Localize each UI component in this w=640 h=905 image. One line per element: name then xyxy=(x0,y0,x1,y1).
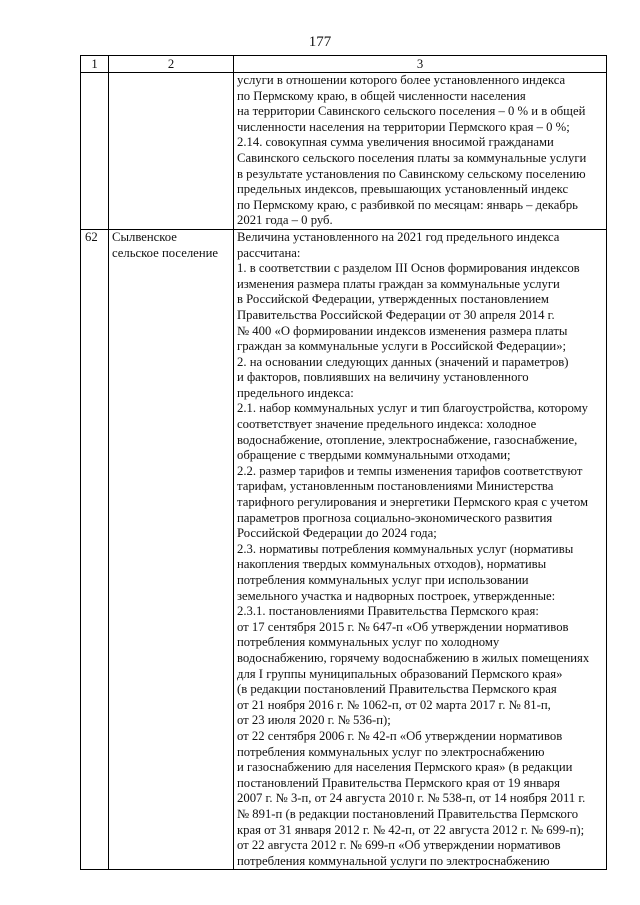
column-header-2: 2 xyxy=(109,56,234,73)
text-line: рассчитана: xyxy=(237,245,301,260)
text-line: Правительства Российской Федерации от 30 апреля 2014 г. xyxy=(237,307,555,322)
text-line: по Пермскому краю, с разбивкой по месяцам: январь – декабрь xyxy=(237,197,578,212)
text-line: края от 31 января 2012 г. № 42-п, от 22 августа 2012 г. № 699-п); xyxy=(237,822,585,837)
text-line: обращение с твердыми коммунальными отходами; xyxy=(237,448,511,463)
text-line: предельного индекса: xyxy=(237,385,354,400)
text-line: от 23 июля 2020 г. № 536-п); xyxy=(237,713,391,728)
text-line: 2.2. размер тарифов и темпы изменения тарифов соответствуют xyxy=(237,463,583,478)
text-line: в результате установления по Савинскому сельскому поселению xyxy=(237,166,586,181)
text-line: Российской Федерации до 2024 года; xyxy=(237,526,437,541)
text-line: Савинского сельского поселения платы за коммунальные услуги xyxy=(237,150,587,165)
text-line: от 21 ноября 2016 г. № 1062-п, от 02 марта 2017 г. № 81-п, xyxy=(237,697,551,712)
text-line: соответствует значение предельного индекса: холодное xyxy=(237,417,537,432)
text-line: накопления твердых коммунальных отходов), нормативы xyxy=(237,557,547,572)
text-line: № 400 «О формировании индексов изменения размера платы xyxy=(237,323,568,338)
table-row-continued xyxy=(81,73,607,230)
text-line: в Российской Федерации, утвержденных постановлением xyxy=(237,292,549,307)
page-number: 177 xyxy=(308,34,332,50)
text-line: изменения размера платы граждан за коммунальные услуги xyxy=(237,276,560,291)
text-line: 2.3. нормативы потребления коммунальных услуг (нормативы xyxy=(237,541,574,556)
settlement-name-line: Сылвенское xyxy=(112,229,177,244)
column-header-1: 1 xyxy=(81,56,109,73)
text-line: 2.3.1. постановлениями Правительства Пермского края: xyxy=(237,604,539,619)
text-line: 2.14. совокупная сумма увеличения вносимой гражданами xyxy=(237,135,554,150)
text-line: водоснабжение, отопление, электроснабжение, газоснабжение, xyxy=(237,432,578,447)
table-row-62 xyxy=(81,229,607,869)
text-line: параметров прогноза социально-экономического развития xyxy=(237,510,553,525)
text-line: численности населения на территории Пермского края – 0 %; xyxy=(237,119,570,134)
text-line: потребления коммунальных услуг по холодному xyxy=(237,635,500,650)
description-text xyxy=(237,73,604,229)
text-line: тарифам, установленным постановлениями Министерства xyxy=(237,479,554,494)
column-header-3: 3 xyxy=(234,56,607,73)
text-line: от 17 сентября 2015 г. № 647-п «Об утверждении нормативов xyxy=(237,619,569,634)
text-line: 1. в соответствии с разделом III Основ формирования индексов xyxy=(237,261,580,276)
text-line: тарифного регулирования и энергетики Пермского края с учетом xyxy=(237,495,589,510)
text-line: земельного участка и надворных построек, утвержденные: xyxy=(237,588,556,603)
text-line: для I группы муниципальных образований Пермского края» xyxy=(237,666,563,681)
text-line: потребления коммунальных услуг при использовании xyxy=(237,573,529,587)
cell-description xyxy=(234,229,607,869)
cell-number-empty xyxy=(81,73,109,230)
text-line: постановлений Правительства Пермского края от 19 января xyxy=(237,775,560,790)
text-line: и газоснабжению для населения Пермского края» (в редакции xyxy=(237,760,573,775)
text-line: предельных индексов, превышающих установленный индекс xyxy=(237,182,569,197)
text-line: от 22 сентября 2006 г. № 42-п «Об утверждении нормативов xyxy=(237,728,563,743)
text-line: потребления коммунальных услуг по электроснабжению xyxy=(237,744,545,759)
cell-description xyxy=(234,73,607,230)
text-line: и факторов, повлиявших на величину установленного xyxy=(237,370,529,385)
description-text xyxy=(237,230,604,869)
table-header-row xyxy=(81,56,607,73)
text-line: (в редакции постановлений Правительства Пермского края xyxy=(237,682,557,697)
cell-name-empty xyxy=(109,73,234,230)
text-line: 2007 г. № 3-п, от 24 августа 2010 г. № 538-п, от 14 ноября 2011 г. xyxy=(237,791,586,806)
text-line: водоснабжению, горячему водоснабжению в жилых помещениях xyxy=(237,650,590,665)
text-line: потребления коммунальной услуги по электроснабжению xyxy=(237,853,550,868)
text-line: Величина установленного на 2021 год предельного индекса xyxy=(237,229,560,244)
text-line: 2021 года – 0 руб. xyxy=(237,213,333,228)
settlement-name xyxy=(109,229,234,869)
document-table xyxy=(80,55,607,870)
text-line: по Пермскому краю, в общей численности населения xyxy=(237,88,526,103)
text-line: граждан за коммунальные услуги в Российской Федерации»; xyxy=(237,339,567,354)
text-line: от 22 августа 2012 г. № 699-п «Об утверждении нормативов xyxy=(237,838,561,853)
row-number: 62 xyxy=(81,229,109,869)
settlement-name-line: сельское поселение xyxy=(112,245,219,260)
text-line: № 891-п (в редакции постановлений Правительства Пермского xyxy=(237,806,579,821)
text-line: услуги в отношении которого более установленного индекса xyxy=(237,73,566,87)
text-line: 2.1. набор коммунальных услуг и тип благоустройства, которому xyxy=(237,401,588,416)
text-line: на территории Савинского сельского поселения – 0 % и в общей xyxy=(237,104,586,119)
text-line: 2. на основании следующих данных (значений и параметров) xyxy=(237,354,569,369)
